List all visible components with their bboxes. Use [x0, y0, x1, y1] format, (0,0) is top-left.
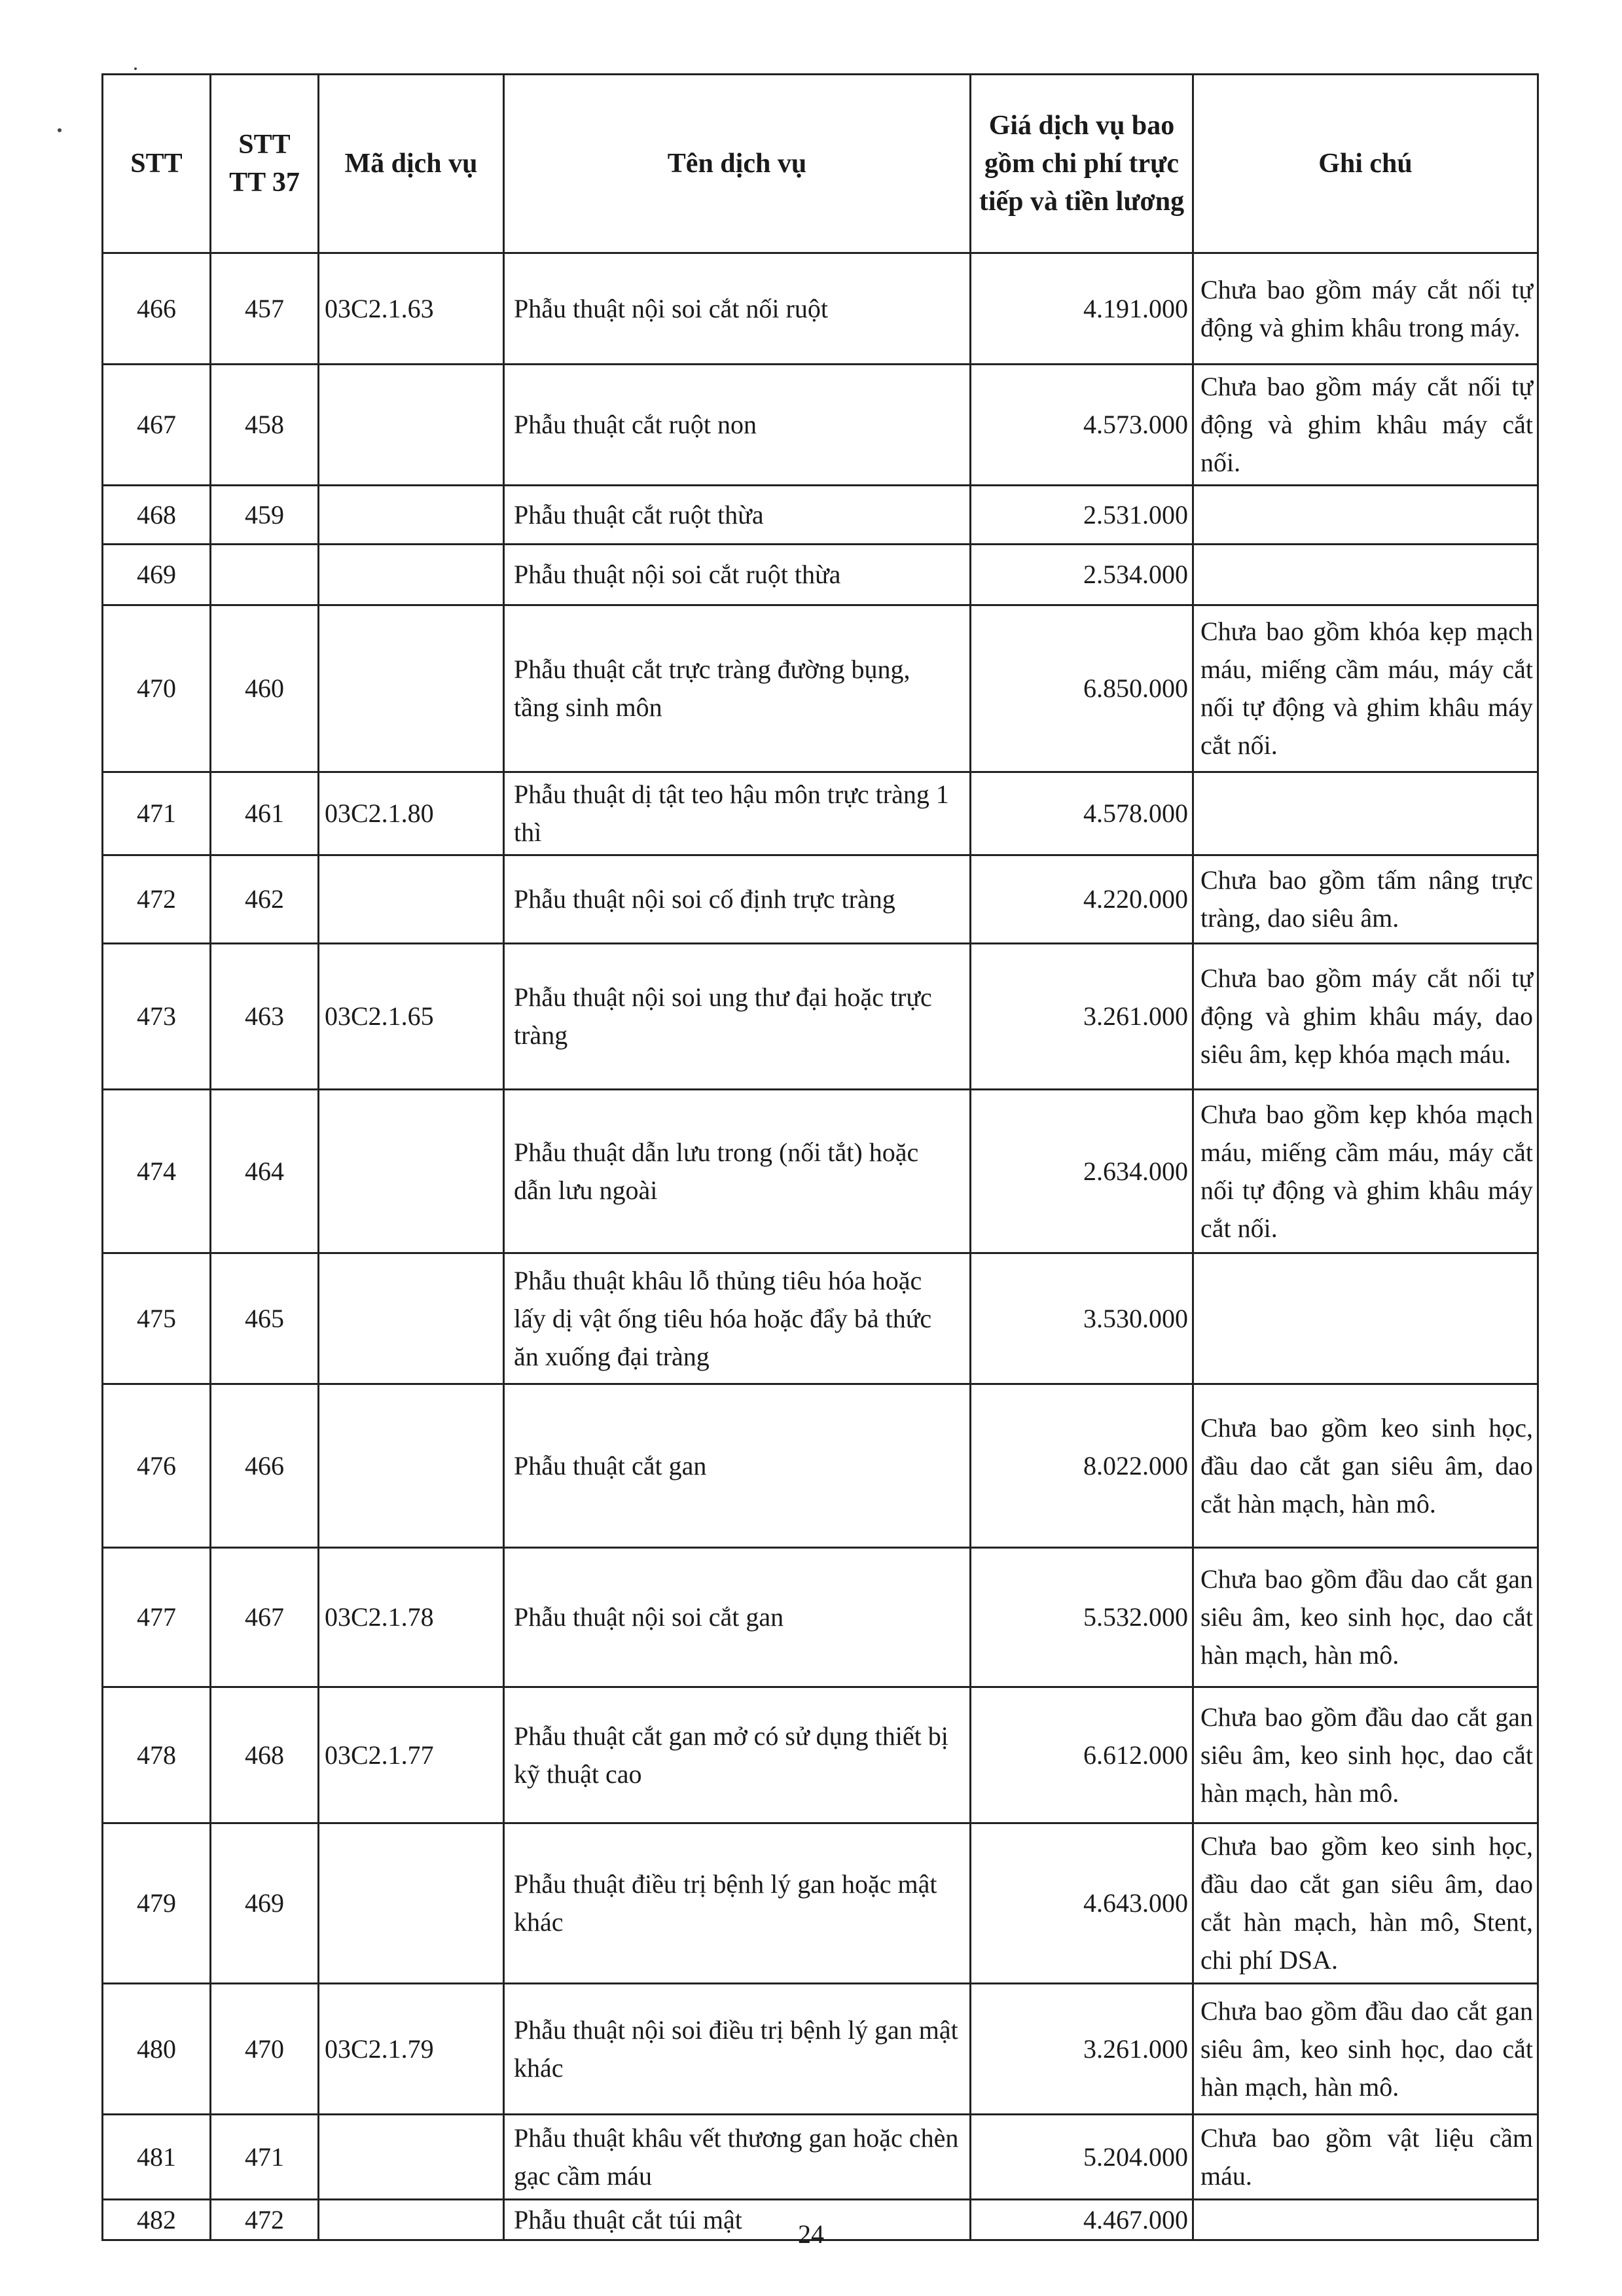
table-row: [103, 253, 1538, 365]
cell-service-code: [319, 2115, 504, 2200]
cell-note: [1193, 486, 1538, 545]
cell-service-name: Phẫu thuật nội soi cắt nối ruột: [504, 253, 971, 365]
cell-note: Chưa bao gồm đầu dao cắt gan siêu âm, keo sinh học, dao cắt hàn mạch, hàn mô.: [1193, 1687, 1538, 1823]
cell-service-code: 03C2.1.65: [319, 944, 504, 1090]
cell-price: 4.467.000: [971, 2200, 1193, 2240]
cell-note: Chưa bao gồm kẹp khóa mạch máu, miếng cầm máu, máy cắt nối tự động và ghim khâu máy cắt nối.: [1193, 1090, 1538, 1253]
table-row: [103, 1253, 1538, 1384]
cell-stt-tt37: 471: [211, 2115, 319, 2200]
cell-price: 4.220.000: [971, 855, 1193, 944]
cell-note: Chưa bao gồm máy cắt nối tự động và ghim khâu trong máy.: [1193, 253, 1538, 365]
cell-price: 2.534.000: [971, 545, 1193, 605]
cell-price: 3.261.000: [971, 944, 1193, 1090]
cell-service-name: Phẫu thuật dị tật teo hậu môn trực tràng 1 thì: [504, 772, 971, 855]
cell-service-code: [319, 545, 504, 605]
cell-price: 3.530.000: [971, 1253, 1193, 1384]
cell-note: Chưa bao gồm máy cắt nối tự động và ghim khâu máy, dao siêu âm, kẹp khóa mạch máu.: [1193, 944, 1538, 1090]
cell-service-name: Phẫu thuật cắt gan: [504, 1384, 971, 1548]
table-row: [103, 1687, 1538, 1823]
cell-stt-tt37: 468: [211, 1687, 319, 1823]
cell-service-code: [319, 365, 504, 486]
cell-service-code: 03C2.1.80: [319, 772, 504, 855]
price-table: [101, 73, 1539, 2241]
cell-note: Chưa bao gồm đầu dao cắt gan siêu âm, keo sinh học, dao cắt hàn mạch, hàn mô.: [1193, 1548, 1538, 1687]
cell-price: 4.573.000: [971, 365, 1193, 486]
cell-service-code: 03C2.1.79: [319, 1984, 504, 2115]
cell-service-name: Phẫu thuật cắt ruột non: [504, 365, 971, 486]
cell-stt-tt37: 470: [211, 1984, 319, 2115]
header-service-name: Tên dịch vụ: [504, 75, 971, 253]
cell-stt-tt37: [211, 545, 319, 605]
header-price: Giá dịch vụ bao gồm chi phí trực tiếp và tiền lương: [971, 75, 1193, 253]
cell-stt-tt37: 464: [211, 1090, 319, 1253]
table-row: [103, 365, 1538, 486]
cell-stt-tt37: 467: [211, 1548, 319, 1687]
cell-service-name: Phẫu thuật nội soi cắt ruột thừa: [504, 545, 971, 605]
cell-stt-tt37: 458: [211, 365, 319, 486]
cell-price: 5.532.000: [971, 1548, 1193, 1687]
cell-stt-tt37: 457: [211, 253, 319, 365]
cell-stt-tt37: 472: [211, 2200, 319, 2240]
cell-service-name: Phẫu thuật cắt gan mở có sử dụng thiết bị kỹ thuật cao: [504, 1687, 971, 1823]
cell-stt-tt37: 463: [211, 944, 319, 1090]
cell-stt: 466: [103, 253, 211, 365]
cell-service-name: Phẫu thuật nội soi điều trị bệnh lý gan mật khác: [504, 1984, 971, 2115]
page-number: 24: [798, 2219, 824, 2249]
cell-price: 3.261.000: [971, 1984, 1193, 2115]
cell-price: 4.643.000: [971, 1823, 1193, 1984]
header-stt-tt37: STT TT 37: [211, 75, 319, 253]
cell-price: 8.022.000: [971, 1384, 1193, 1548]
cell-stt: 472: [103, 855, 211, 944]
cell-price: 6.850.000: [971, 605, 1193, 772]
cell-stt: 470: [103, 605, 211, 772]
cell-stt: 473: [103, 944, 211, 1090]
header-note: Ghi chú: [1193, 75, 1538, 253]
cell-service-name: Phẫu thuật cắt trực tràng đường bụng, tầng sinh môn: [504, 605, 971, 772]
cell-stt-tt37: 461: [211, 772, 319, 855]
cell-service-name: Phẫu thuật khâu vết thương gan hoặc chèn gạc cầm máu: [504, 2115, 971, 2200]
cell-service-name: Phẫu thuật dẫn lưu trong (nối tắt) hoặc dẫn lưu ngoài: [504, 1090, 971, 1253]
header-stt: STT: [103, 75, 211, 253]
cell-stt: 475: [103, 1253, 211, 1384]
table-row: [103, 1548, 1538, 1687]
cell-stt: 481: [103, 2115, 211, 2200]
cell-service-code: [319, 1090, 504, 1253]
cell-service-code: 03C2.1.78: [319, 1548, 504, 1687]
table-row: [103, 2115, 1538, 2200]
cell-service-name: Phẫu thuật cắt túi mật: [504, 2200, 971, 2240]
cell-service-code: [319, 855, 504, 944]
table-row: [103, 855, 1538, 944]
cell-stt: 471: [103, 772, 211, 855]
table-row: [103, 944, 1538, 1090]
cell-note: Chưa bao gồm đầu dao cắt gan siêu âm, keo sinh học, dao cắt hàn mạch, hàn mô.: [1193, 1984, 1538, 2115]
cell-service-name: Phẫu thuật cắt ruột thừa: [504, 486, 971, 545]
cell-stt-tt37: 469: [211, 1823, 319, 1984]
cell-note: Chưa bao gồm máy cắt nối tự động và ghim khâu máy cắt nối.: [1193, 365, 1538, 486]
table-row: [103, 1384, 1538, 1548]
cell-stt: 467: [103, 365, 211, 486]
scan-speck: [134, 67, 137, 70]
table-row: [103, 486, 1538, 545]
cell-stt-tt37: 462: [211, 855, 319, 944]
cell-service-name: Phẫu thuật nội soi cố định trực tràng: [504, 855, 971, 944]
table-row: [103, 1984, 1538, 2115]
cell-service-code: 03C2.1.63: [319, 253, 504, 365]
cell-service-code: 03C2.1.77: [319, 1687, 504, 1823]
cell-note: Chưa bao gồm khóa kẹp mạch máu, miếng cầm máu, máy cắt nối tự động và ghim khâu máy cắt nối.: [1193, 605, 1538, 772]
cell-service-name: Phẫu thuật điều trị bệnh lý gan hoặc mật khác: [504, 1823, 971, 1984]
cell-stt: 480: [103, 1984, 211, 2115]
table-row: [103, 1823, 1538, 1984]
table-row: [103, 605, 1538, 772]
cell-stt-tt37: 465: [211, 1253, 319, 1384]
cell-note: Chưa bao gồm keo sinh học, đầu dao cắt gan siêu âm, dao cắt hàn mạch, hàn mô, Stent, chi phí DSA.: [1193, 1823, 1538, 1984]
cell-note: [1193, 545, 1538, 605]
cell-stt: 478: [103, 1687, 211, 1823]
table-row: [103, 545, 1538, 605]
cell-note: [1193, 772, 1538, 855]
table-row: [103, 772, 1538, 855]
cell-price: 4.191.000: [971, 253, 1193, 365]
cell-stt-tt37: 466: [211, 1384, 319, 1548]
header-service-code: Mã dịch vụ: [319, 75, 504, 253]
cell-stt: 477: [103, 1548, 211, 1687]
cell-note: Chưa bao gồm keo sinh học, đầu dao cắt gan siêu âm, dao cắt hàn mạch, hàn mô.: [1193, 1384, 1538, 1548]
cell-service-name: Phẫu thuật khâu lỗ thủng tiêu hóa hoặc lấy dị vật ống tiêu hóa hoặc đẩy bả thức ăn xuống đại tràng: [504, 1253, 971, 1384]
cell-service-code: [319, 605, 504, 772]
cell-stt: 482: [103, 2200, 211, 2240]
cell-price: 6.612.000: [971, 1687, 1193, 1823]
cell-note: Chưa bao gồm tấm nâng trực tràng, dao siêu âm.: [1193, 855, 1538, 944]
cell-price: 5.204.000: [971, 2115, 1193, 2200]
cell-stt-tt37: 459: [211, 486, 319, 545]
cell-stt-tt37: 460: [211, 605, 319, 772]
table-row: [103, 1090, 1538, 1253]
cell-service-name: Phẫu thuật nội soi cắt gan: [504, 1548, 971, 1687]
cell-stt: 476: [103, 1384, 211, 1548]
cell-stt: 468: [103, 486, 211, 545]
cell-price: 2.634.000: [971, 1090, 1193, 1253]
cell-price: 4.578.000: [971, 772, 1193, 855]
cell-note: Chưa bao gồm vật liệu cầm máu.: [1193, 2115, 1538, 2200]
cell-note: [1193, 1253, 1538, 1384]
cell-stt: 479: [103, 1823, 211, 1984]
cell-service-code: [319, 486, 504, 545]
cell-service-code: [319, 1253, 504, 1384]
cell-service-code: [319, 1384, 504, 1548]
cell-stt: 469: [103, 545, 211, 605]
table-header-row: [103, 75, 1538, 253]
cell-service-code: [319, 1823, 504, 1984]
scan-speck: [58, 128, 62, 132]
cell-price: 2.531.000: [971, 486, 1193, 545]
cell-service-name: Phẫu thuật nội soi ung thư đại hoặc trực tràng: [504, 944, 971, 1090]
cell-stt: 474: [103, 1090, 211, 1253]
